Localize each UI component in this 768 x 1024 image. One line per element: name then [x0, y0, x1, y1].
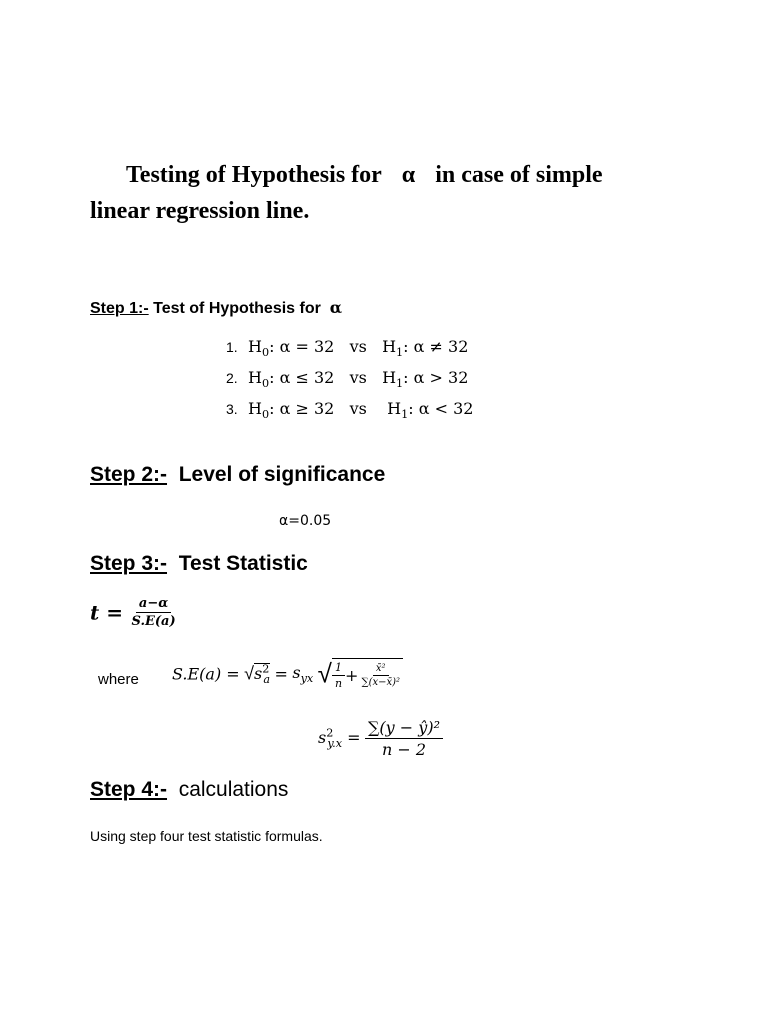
- alpha-value: α=0.05: [279, 513, 332, 529]
- s2-denominator: n − 2: [381, 740, 427, 759]
- hypothesis-h1: α ≠ 32: [413, 337, 469, 356]
- title-line2: linear regression line.: [90, 198, 310, 224]
- se-frac-1-num: 1: [332, 661, 345, 676]
- step2-label: Step 2:-: [90, 463, 168, 486]
- title-part2: in case of simple: [435, 162, 603, 188]
- step3-text: Test Statistic: [178, 552, 308, 575]
- hypotheses-list: [226, 334, 473, 428]
- se-plus: +: [345, 666, 359, 685]
- title-alpha-symbol: α: [401, 162, 416, 188]
- se-syx-sub: yx: [300, 672, 314, 686]
- t-statistic-formula: [90, 596, 179, 629]
- se-sqrt-sa2: $s^2_a$: [254, 662, 271, 686]
- where-label: where: [98, 671, 139, 688]
- step4-text: calculations: [178, 778, 289, 801]
- t-formula-fraction: [129, 596, 179, 629]
- hypothesis-vs: vs: [349, 337, 367, 356]
- se-syx: [292, 662, 314, 686]
- step3-heading: [90, 552, 308, 576]
- document-title: [90, 157, 603, 229]
- se-frac-1-den: n: [334, 677, 343, 690]
- se-formula: $S.E(a) = √s^2_a = s_{yx}$ √ $\frac{1}{n}$ + $\frac{\text{x̄²}}{\text{∑(x−x̄)²}}$: [172, 658, 403, 690]
- t-formula-lhs: t =: [90, 600, 123, 625]
- hypothesis-item: 1. $H_0$: α = 32 vs $H_1$: α ≠ 32: [226, 337, 469, 360]
- hypothesis-item: 2. $H_0$: α ≤ 32 vs $H_1$: α > 32: [226, 368, 469, 391]
- step2-heading: [90, 463, 385, 487]
- step1-text: Test of Hypothesis for: [153, 300, 321, 317]
- step1-heading: [90, 298, 342, 318]
- step3-label: Step 3:-: [90, 552, 168, 575]
- hypothesis-h0: α ≥ 32: [279, 399, 335, 419]
- hypothesis-vs: vs: [349, 368, 367, 388]
- se-frac-2-den: ∑(x−x̄)²: [361, 677, 401, 688]
- se-frac-1: [332, 661, 345, 690]
- se-syx-s: s: [292, 662, 301, 682]
- s2-lhs: $s^2_{y.x}$ =: [318, 726, 361, 751]
- se-frac-2: [358, 663, 403, 688]
- hypothesis-h0: α ≤ 32: [279, 368, 335, 388]
- step4-heading: [90, 778, 288, 802]
- se-sqrt-content: [332, 658, 403, 690]
- t-formula-numerator: a−α: [136, 596, 171, 613]
- step4-label: Step 4:-: [90, 778, 168, 801]
- s2-formula: [318, 718, 443, 759]
- hypothesis-h1: α < 32: [418, 399, 474, 419]
- title-part1: Testing of Hypothesis for: [126, 162, 382, 188]
- hypothesis-number: 3.: [226, 401, 238, 418]
- hypothesis-number: 2.: [226, 370, 238, 387]
- se-formula-equals: =: [274, 664, 288, 684]
- step1-label: Step 1:-: [90, 300, 149, 317]
- step4-note: Using step four test statistic formulas.: [90, 828, 323, 844]
- t-formula-denominator: S.E(a): [131, 614, 176, 629]
- hypothesis-number: 1.: [226, 339, 238, 355]
- hypothesis-vs: vs: [349, 399, 367, 419]
- step1-symbol: α: [329, 298, 343, 317]
- hypothesis-h0: α = 32: [279, 337, 335, 356]
- step2-text: Level of significance: [178, 463, 386, 486]
- s2-numerator: ∑(y − ŷ)²: [365, 718, 443, 739]
- se-frac-2-num: x̄²: [373, 663, 389, 676]
- hypothesis-h1: α > 32: [413, 368, 469, 388]
- hypothesis-item: 3. $H_0$: α ≥ 32 vs $H_1$: α < 32: [226, 399, 474, 422]
- s2-fraction: [365, 718, 443, 759]
- se-formula-lhs: S.E(a) =: [172, 664, 240, 684]
